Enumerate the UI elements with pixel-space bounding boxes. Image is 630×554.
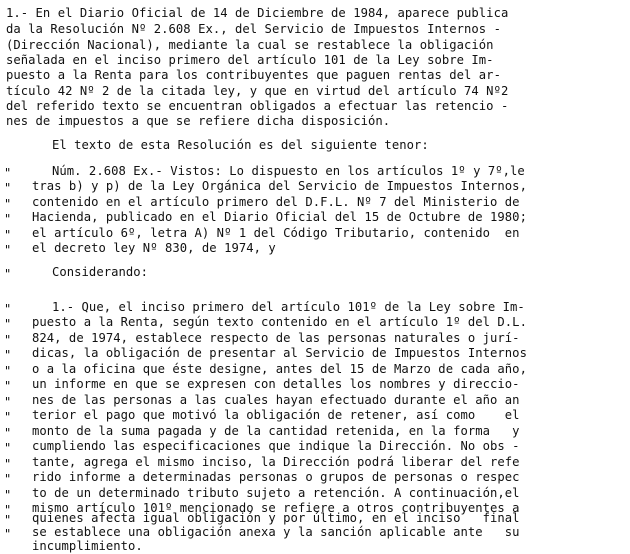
quote-mark: ": [4, 267, 12, 281]
point-1-line: dicas, la obligación de presentar al Servicio de Impuestos Internos: [32, 346, 527, 360]
vistos-line: Núm. 2.608 Ex.- Vistos: Lo dispuesto en los artículos 1º y 7º,le: [52, 164, 525, 178]
quote-mark: ": [4, 410, 12, 424]
vistos-line: Hacienda, publicado en el Diario Oficial del 15 de Octubre de 1980;: [32, 210, 527, 224]
quote-mark: ": [4, 364, 12, 378]
paragraph-1-line: 1.- En el Diario Oficial de 14 de Diciembre de 1984, aparece publica: [6, 6, 509, 20]
point-1-line: to de un determinado tributo sujeto a retención. A continuación,el: [32, 486, 520, 500]
point-1-line: se establece una obligación anexa y la sanción aplicable ante su: [32, 525, 520, 539]
paragraph-1-line: (Dirección Nacional), mediante la cual se restablece la obligación: [6, 38, 494, 52]
quote-mark: ": [4, 488, 12, 502]
quote-mark: ": [4, 426, 12, 440]
point-1-line: 824, de 1974, establece respecto de las personas naturales o jurí-: [32, 331, 520, 345]
quote-mark: ": [4, 302, 12, 316]
quote-mark: ": [4, 457, 12, 471]
point-1-line: monto de la suma pagada y de la cantidad retenida, en la forma y: [32, 424, 520, 438]
quote-mark: ": [4, 395, 12, 409]
vistos-line: contenido en el artículo primero del D.F.L. Nº 7 del Ministerio de: [32, 195, 520, 209]
paragraph-1-line: señalada en el inciso primero del artículo 101 de la Ley sobre Im-: [6, 53, 494, 67]
quote-mark: ": [4, 441, 12, 455]
quote-mark: ": [4, 243, 12, 257]
quote-mark: ": [4, 379, 12, 393]
quote-mark: ": [4, 212, 12, 226]
vistos-line: tras b) y p) de la Ley Orgánica del Servicio de Impuestos Internos,: [32, 179, 527, 193]
paragraph-1-line: del referido texto se encuentran obligados a efectuar las retencio -: [6, 99, 509, 113]
paragraph-1-line: nes de impuestos a que se refiere dicha disposición.: [6, 114, 391, 128]
quote-mark: ": [4, 317, 12, 331]
quote-mark: ": [4, 333, 12, 347]
point-1-line: o a la oficina que éste designe, antes del 15 de Marzo de cada año,: [32, 362, 527, 376]
point-1-line: tante, agrega el mismo inciso, la Dirección podrá liberar del refe: [32, 455, 520, 469]
intro-line: El texto de esta Resolución es del siguiente tenor:: [52, 138, 429, 152]
point-1-line: cumpliendo las especificaciones que indique la Dirección. No obs -: [32, 439, 520, 453]
quote-mark: ": [4, 197, 12, 211]
point-1-line: terior el pago que motivó la obligación de retener, así como el: [32, 408, 520, 422]
point-1-line: puesto a la Renta, según texto contenido en el artículo 1º del D.L.: [32, 315, 527, 329]
point-1-line: incumplimiento.: [32, 539, 143, 553]
vistos-line: el artículo 6º, letra A) Nº 1 del Código Tributario, contenido en: [32, 226, 520, 240]
point-1-line: nes de las personas a las cuales hayan efectuado durante el año an: [32, 393, 520, 407]
quote-mark: ": [4, 166, 12, 180]
quote-mark: ": [4, 472, 12, 486]
considerando-heading: Considerando:: [52, 265, 149, 279]
paragraph-1-line: da la Resolución Nº 2.608 Ex., del Servicio de Impuestos Internos -: [6, 22, 501, 36]
paragraph-1-line: tículo 42 Nº 2 de la citada ley, y que en virtud del artículo 74 Nº2: [6, 84, 509, 98]
quote-mark: ": [4, 513, 12, 527]
point-1-line: un informe en que se expresen con detalles los nombres y direccio-: [32, 377, 520, 391]
paragraph-1-line: puesto a la Renta para los contribuyentes que paguen rentas del ar-: [6, 68, 501, 82]
point-1-line: mismo artículo 101º mencionado se refiere a otros contribuyentes a: [32, 501, 520, 515]
quote-mark: ": [4, 503, 12, 517]
quote-mark: ": [4, 527, 12, 541]
quote-mark: ": [4, 228, 12, 242]
quote-mark: ": [4, 348, 12, 362]
quote-mark: ": [4, 181, 12, 195]
point-1-line: quienes afecta igual obligación y por último, en el inciso final: [32, 511, 520, 525]
point-1-line: 1.- Que, el inciso primero del artículo 101º de la Ley sobre Im-: [52, 300, 525, 314]
point-1-line: rido informe a determinadas personas o grupos de personas o respec: [32, 470, 520, 484]
vistos-line: el decreto ley Nº 830, de 1974, y: [32, 241, 276, 255]
